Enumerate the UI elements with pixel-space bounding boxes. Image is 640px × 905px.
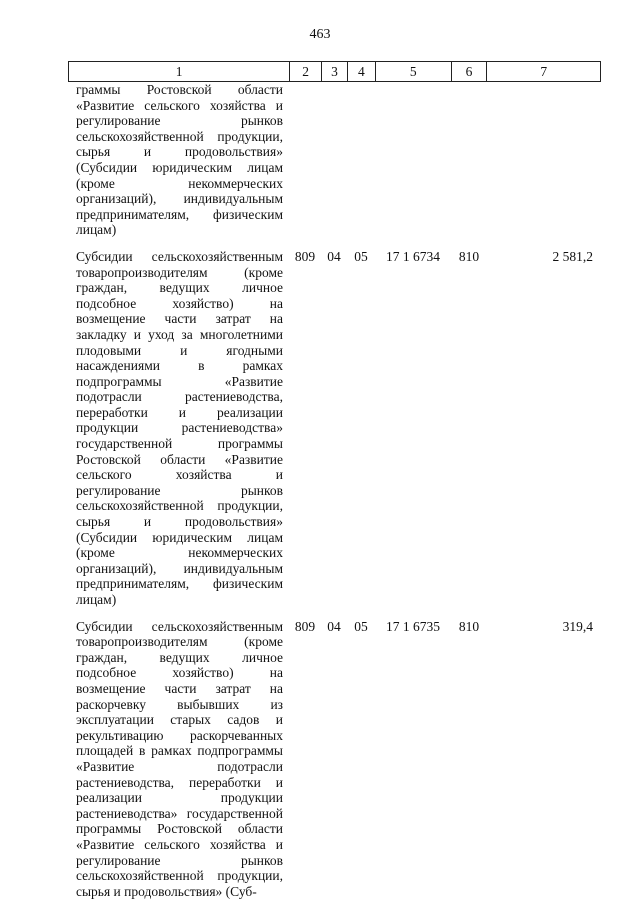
row-col-5 bbox=[375, 82, 451, 238]
row-col-7 bbox=[487, 82, 601, 238]
row-col-7: 319,4 bbox=[562, 618, 593, 634]
row-col-5: 17 1 6735 bbox=[386, 618, 440, 634]
row-col-3: 04 bbox=[327, 618, 341, 634]
table-row bbox=[68, 82, 601, 238]
header-col-5: 5 bbox=[375, 62, 451, 81]
header-col-1: 1 bbox=[175, 64, 183, 79]
row-col-4 bbox=[347, 82, 375, 238]
row-col-2 bbox=[289, 82, 321, 238]
row-col-4: 05 bbox=[354, 248, 368, 264]
header-col-7: 7 bbox=[486, 62, 600, 81]
row-col-5: 17 1 6734 bbox=[386, 248, 440, 264]
row-col-3 bbox=[321, 82, 347, 238]
header-col-6: 6 bbox=[451, 62, 487, 81]
row-col-6: 810 bbox=[458, 618, 480, 634]
table-header bbox=[68, 61, 601, 82]
header-col-3: 3 bbox=[321, 62, 347, 81]
header-col-2: 2 bbox=[289, 62, 321, 81]
row-col-3: 04 bbox=[327, 248, 341, 264]
row-col-4: 05 bbox=[354, 618, 368, 634]
row-description: Субсидии сельскохозяйственным товаропроизводителям (кроме граждан, ведущих личное подсобное хозяйство) на возмещение части затрат на закладку и уход за многолетними плодовыми и ягодными насаждениями в рамках подпрограммы «Развитие подотрасли растениеводства, переработки и реализации продукции растениеводства» государственной программы Ростовской области «Развитие сельского хозяйства и регулирование рынков сельскохозяйственной продукции, сырья и продовольствия» (Субсидии юридическим лицам (кроме некоммерческих организаций), индивидуальным предпринимателям, физическим лицам) bbox=[76, 248, 283, 607]
row-description: граммы Ростовской области «Развитие сельского хозяйства и регулирование рынков сельскохозяйственной продукции, сырья и продовольствия» (Субсидии юридическим лицам (кроме некоммерческих организаций), индивидуальным предпринимателям, физическим лицам) bbox=[76, 82, 283, 238]
budget-table bbox=[68, 61, 601, 899]
row-col-6 bbox=[451, 82, 487, 238]
row-col-6: 810 bbox=[458, 248, 480, 264]
row-col-7: 2 581,2 bbox=[552, 248, 593, 264]
row-description: Субсидии сельскохозяйственным товаропроизводителям (кроме граждан, ведущих личное подсобное хозяйство) на возмещение части затрат на раскорчевку выбывших из эксплуатации старых садов и рекультивацию раскорчеванных площадей в рамках подпрограммы «Развитие подотрасли растениеводства, переработки и реализации продукции растениеводства» государственной программы Ростовской области «Развитие сельского хозяйства и регулирование рынков сельскохозяйственной продукции, сырья и продовольствия» (Суб- bbox=[76, 618, 283, 899]
header-col-4: 4 bbox=[347, 62, 375, 81]
table-row bbox=[68, 619, 601, 900]
row-col-2: 809 bbox=[294, 618, 316, 634]
page-number: 463 bbox=[309, 27, 331, 42]
table-row bbox=[68, 249, 601, 608]
row-col-2: 809 bbox=[294, 248, 316, 264]
